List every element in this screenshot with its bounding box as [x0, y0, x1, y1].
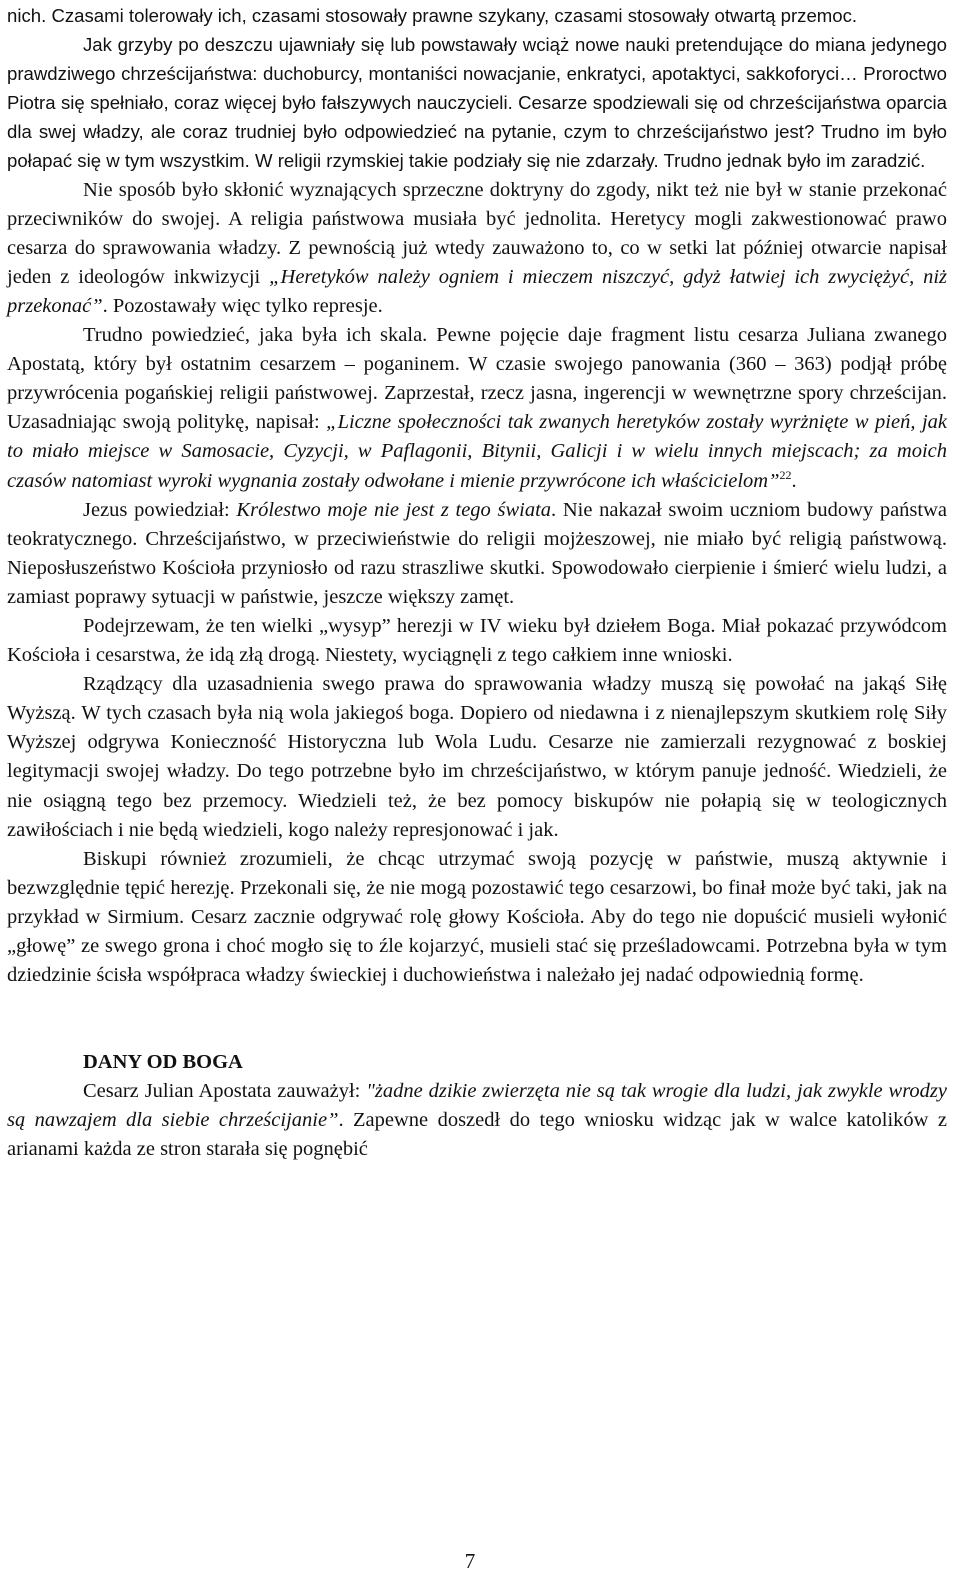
paragraph-5-quote: Królestwo moje nie jest z tego świata [236, 498, 552, 521]
paragraph-4 [7, 321, 947, 496]
paragraph-5 [7, 496, 947, 612]
paragraph-1 [7, 1, 947, 30]
paragraph-1-text: nich. Czasami tolerowały ich, czasami stosowały prawne szykany, czasami stosowały otwartą przemoc. [7, 5, 858, 26]
paragraph-8-text: Biskupi również zrozumieli, że chcąc utrzymać swoją pozycję w państwie, muszą aktywnie i bezwzględnie tępić herezję. Przekonali się, że nie mogą pozostawić tego cesarzowi, bo finał może być taki, jak na przykład w Sirmium. Cesarz zacznie odgrywać rolę głowy Kościoła. Aby do tego nie dopuścić musieli wyłonić „głowę” ze swego grona i choć mogło się to źle kojarzyć, musieli stać się prześladowcami. Potrzebna była w tym dziedzinie ścisła współpraca władzy świeckiej i duchowieństwa i należało jej nadać odpowiednią formę. [7, 847, 947, 987]
paragraph-2 [7, 30, 947, 175]
paragraph-3-text: Nie sposób było skłonić wyznających sprzeczne doktryny do zgody, nikt też nie był w stanie przekonać przeciwników do swojej. A religia państwowa musiała być jednolita. Heretycy mogli zakwestionować prawo cesarza do sprawowania władzy. Z pewnością już wtedy zauważono to, co w setki lat później otwarcie napisał jeden z ideologów inkwizycji [7, 178, 947, 288]
paragraph-6 [7, 612, 947, 670]
paragraph-4-text: Trudno powiedzieć, jaka była ich skala. Pewne pojęcie daje fragment listu cesarza Juliana zwanego Apostatą, który był ostatnim cesarzem – poganinem. W czasie swojego panowania (360 – 363) podjął próbę przywrócenia pogańskiej religii państwowej. Zaprzestał, rzecz jasna, ingerencji w wewnętrzne spory chrześcijan. Uzasadniając swoją politykę, napisał: [7, 324, 947, 434]
paragraph-8 [7, 845, 947, 990]
paragraph-5-text: Jezus powiedział: [83, 498, 237, 521]
paragraph-5-text-end: . Nie nakazał swoim uczniom budowy państwa teokratycznego. Chrześcijaństwo, w przeciwieństwie do religii mojżeszowej, nie miało być religią państwową. Nieposłuszeństwo Kościoła przyniosło od razu straszliwe skutki. Spowodowało cierpienie i śmierć wielu ludzi, a zamiast poprawy sytuacji w państwie, jeszcze większy zamęt. [7, 498, 947, 608]
page-number: 7 [464, 1549, 476, 1573]
paragraph-7-text: Rządzący dla uzasadnienia swego prawa do sprawowania władzy muszą się powołać na jakąś Siłę Wyższą. W tych czasach była nią wola jakiegoś boga. Dopiero od niedawna i z nienajlepszym skutkiem rolę Siły Wyższej odgrywa Konieczność Historyczna lub Wola Ludu. Cesarze nie zamierzali rezygnować z boskiej legitymacji swojej władzy. Do tego potrzebne było im chrześcijaństwo, w którym panuje jedność. Wiedzieli, że nie osiągną tego bez przemocy. Wiedzieli też, że bez pomocy biskupów nie połapią się w teologicznych zawiłościach i nie będą wiedzieli, kogo należy represjonować i jak. [7, 673, 947, 841]
section-heading: DANY OD BOGA [83, 1051, 243, 1074]
paragraph-3-quote: „Heretyków należy ogniem i mieczem niszczyć, gdyż łatwiej ich zwyciężyć, niż przekonać” [7, 265, 948, 317]
footnote-marker: 22 [779, 467, 792, 482]
paragraph-9-quote: "żadne dzikie zwierzęta nie są tak wrogie dla ludzi, jak zwykle wrodzy są nawzajem dla siebie chrześcijanie” [7, 1080, 947, 1132]
paragraph-9 [7, 1077, 947, 1164]
paragraph-4-quote: „Liczne społeczności tak zwanych heretyków zostały wyrżnięte w pień, jak to miało miejsce w Samosacie, Cyzycji, w Paflagonii, Bitynii, Galicji i w wielu innych miejscach; za moich czasów natomiast wyroki wygnania zostały odwołane i mienie przywrócone ich właścicielom” [7, 411, 947, 492]
document-page [7, 1, 947, 1165]
paragraph-3 [7, 176, 947, 321]
paragraph-9-text-end: . Zapewne doszedł do tego wniosku widząc jak w walce katolików z arianami każda ze stron starała się pognębić [7, 1109, 947, 1161]
paragraph-4-text-end: . [791, 469, 797, 492]
paragraph-7 [7, 670, 947, 845]
paragraph-2-text: Jak grzyby po deszczu ujawniały się lub powstawały wciąż nowe nauki pretendujące do miana jedynego prawdziwego chrześcijaństwa: duchoburcy, montaniści nowacjanie, enkratyci, apotaktyci, sakkoforyci… Proroctwo Piotra się spełniało, coraz więcej było fałszywych nauczycieli. Cesarze spodziewali się od chrześcijaństwa oparcia dla swej władzy, ale coraz trudniej było odpowiedzieć na pytanie, czym to chrześcijaństwo jest? Trudno im było połapać się w tym wszystkim. W religii rzymskiej takie podziały się nie zdarzały. Trudno jednak było im zaradzić. [7, 34, 947, 172]
paragraph-6-text: Podejrzewam, że ten wielki „wysyp” herezji w IV wieku był dziełem Boga. Miał pokazać przywódcom Kościoła i cesarstwa, że idą złą drogą. Niestety, wyciągnęli z tego całkiem inne wnioski. [7, 614, 947, 667]
paragraph-3-text-end: . Pozostawały więc tylko represje. [102, 294, 383, 317]
paragraph-9-text: Cesarz Julian Apostata zauważył: [83, 1080, 367, 1103]
